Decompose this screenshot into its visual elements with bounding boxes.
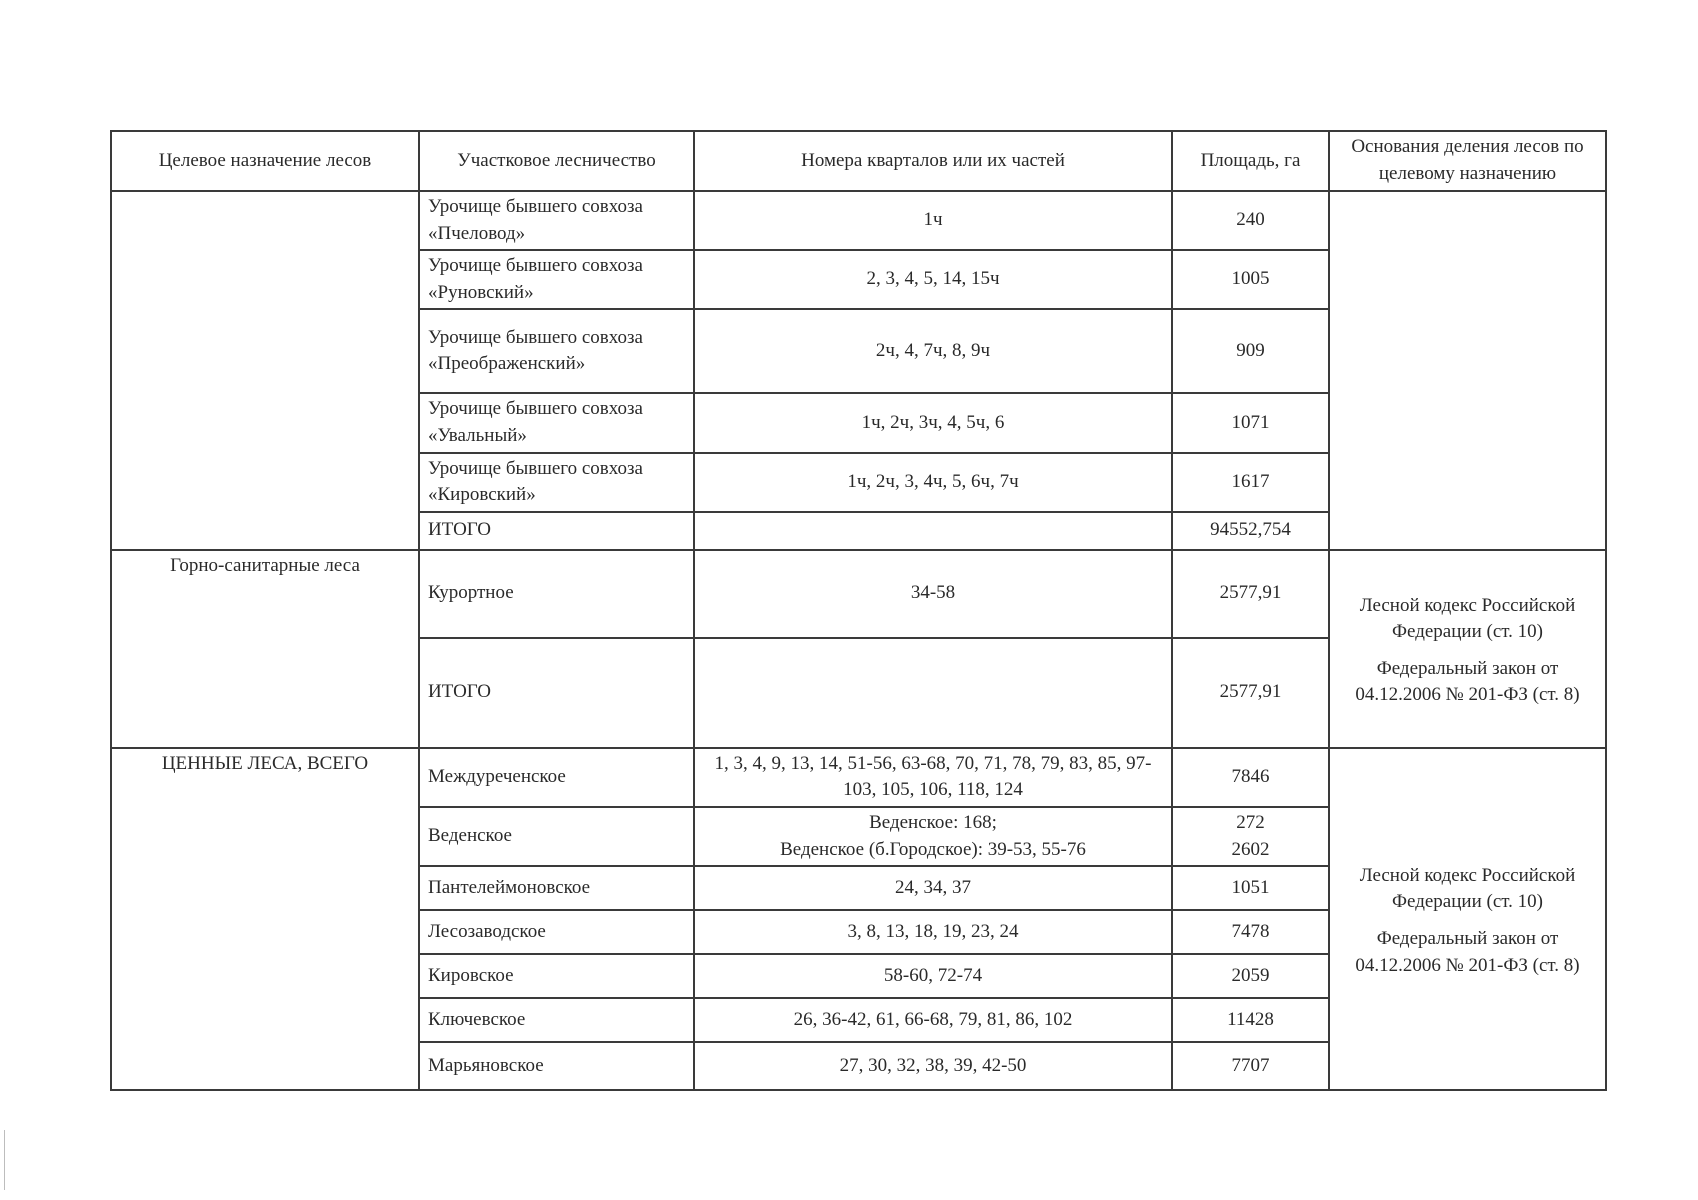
header-row <box>111 131 1606 191</box>
quarters-cell <box>694 807 1172 866</box>
area-cell: 7707 <box>1172 1042 1329 1090</box>
quarters-line: Веденское (б.Городское): 39-53, 55-76 <box>780 838 1086 860</box>
area-cell: 1051 <box>1172 866 1329 910</box>
basis-code-text: Лесной кодекс Российской Федерации (ст. 10) <box>1359 594 1576 643</box>
header-quarters: Номера кварталов или их частей <box>694 131 1172 191</box>
area-cell: 2059 <box>1172 954 1329 998</box>
purpose-cell: ЦЕННЫЕ ЛЕСА, ВСЕГО <box>111 748 419 1090</box>
header-purpose: Целевое назначение лесов <box>111 131 419 191</box>
area-line: 272 <box>1236 811 1265 833</box>
header-basis: Основания деления лесов по целевому назначению <box>1329 131 1606 191</box>
area-cell: 2577,91 <box>1172 550 1329 638</box>
basis-cell <box>1329 748 1606 1090</box>
quarters-line: Веденское: 168; <box>869 811 997 833</box>
district-cell: Лесозаводское <box>419 910 694 954</box>
basis-cell-empty <box>1329 191 1606 550</box>
quarters-cell: 26, 36-42, 61, 66-68, 79, 81, 86, 102 <box>694 998 1172 1042</box>
area-cell: 7478 <box>1172 910 1329 954</box>
basis-law-text: Федеральный закон от 04.12.2006 № 201-ФЗ (ст. 8) <box>1355 927 1580 976</box>
area-cell: 1617 <box>1172 453 1329 512</box>
header-district: Участковое лесничество <box>419 131 694 191</box>
district-cell: Пантелеймоновское <box>419 866 694 910</box>
header-area: Площадь, га <box>1172 131 1329 191</box>
forest-purpose-table <box>110 130 1607 1091</box>
area-cell: 909 <box>1172 309 1329 393</box>
district-cell: Кировское <box>419 954 694 998</box>
table-row <box>111 191 1606 250</box>
quarters-cell: 1ч <box>694 191 1172 250</box>
basis-law-text: Федеральный закон от 04.12.2006 № 201-ФЗ (ст. 8) <box>1355 657 1580 706</box>
area-cell: 1071 <box>1172 393 1329 452</box>
area-cell: 1005 <box>1172 250 1329 309</box>
table-row <box>111 550 1606 638</box>
total-area: 94552,754 <box>1172 512 1329 550</box>
quarters-cell: 58-60, 72-74 <box>694 954 1172 998</box>
district-cell: Междуреченское <box>419 748 694 807</box>
district-cell: Ключевское <box>419 998 694 1042</box>
district-cell: Марьяновское <box>419 1042 694 1090</box>
area-cell: 7846 <box>1172 748 1329 807</box>
quarters-cell-empty <box>694 638 1172 748</box>
area-cell <box>1172 807 1329 866</box>
quarters-cell: 27, 30, 32, 38, 39, 42-50 <box>694 1042 1172 1090</box>
district-cell: Урочище бывшего совхоза «Увальный» <box>419 393 694 452</box>
district-cell: Урочище бывшего совхоза «Руновский» <box>419 250 694 309</box>
district-cell: Урочище бывшего совхоза «Преображенский» <box>419 309 694 393</box>
area-cell: 11428 <box>1172 998 1329 1042</box>
basis-code-text: Лесной кодекс Российской Федерации (ст. 10) <box>1359 864 1576 913</box>
area-line: 2602 <box>1231 838 1270 860</box>
quarters-cell: 1ч, 2ч, 3ч, 4, 5ч, 6 <box>694 393 1172 452</box>
quarters-cell: 1ч, 2ч, 3, 4ч, 5, 6ч, 7ч <box>694 453 1172 512</box>
purpose-cell-empty <box>111 191 419 550</box>
total-label: ИТОГО <box>419 638 694 748</box>
district-cell: Урочище бывшего совхоза «Кировский» <box>419 453 694 512</box>
district-cell: Урочище бывшего совхоза «Пчеловод» <box>419 191 694 250</box>
quarters-cell: 2, 3, 4, 5, 14, 15ч <box>694 250 1172 309</box>
quarters-cell: 24, 34, 37 <box>694 866 1172 910</box>
quarters-cell: 2ч, 4, 7ч, 8, 9ч <box>694 309 1172 393</box>
quarters-cell-empty <box>694 512 1172 550</box>
area-cell: 240 <box>1172 191 1329 250</box>
table-row <box>111 748 1606 807</box>
scan-edge-line <box>4 1130 5 1190</box>
total-label: ИТОГО <box>419 512 694 550</box>
purpose-cell: Горно-санитарные леса <box>111 550 419 748</box>
district-cell: Веденское <box>419 807 694 866</box>
quarters-cell: 1, 3, 4, 9, 13, 14, 51-56, 63-68, 70, 71, 78, 79, 83, 85, 97-103, 105, 106, 118, 124 <box>694 748 1172 807</box>
district-cell: Курортное <box>419 550 694 638</box>
quarters-cell: 34-58 <box>694 550 1172 638</box>
basis-cell <box>1329 550 1606 748</box>
quarters-cell: 3, 8, 13, 18, 19, 23, 24 <box>694 910 1172 954</box>
total-area: 2577,91 <box>1172 638 1329 748</box>
